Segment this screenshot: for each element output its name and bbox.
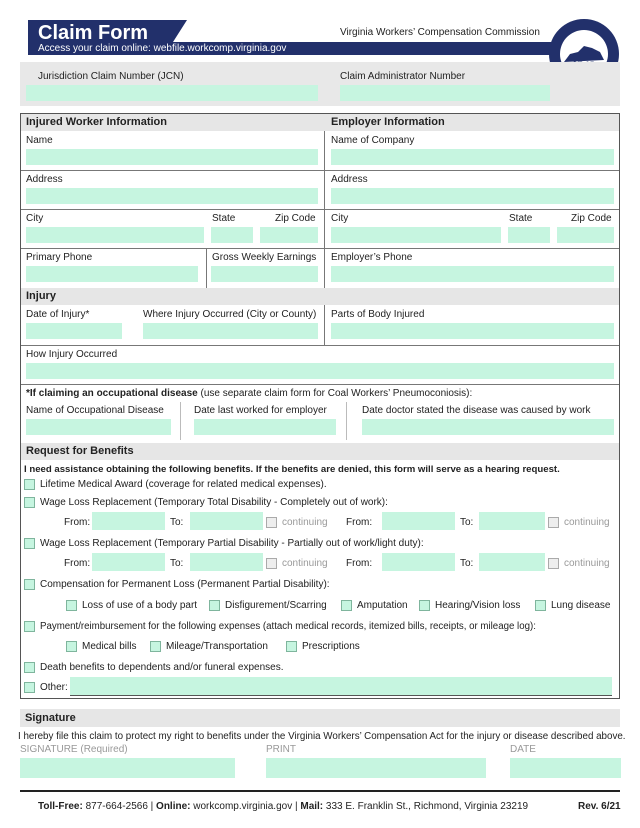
expense-option-checkbox-medical[interactable] bbox=[66, 641, 77, 652]
signature-label: SIGNATURE (Required) bbox=[20, 744, 128, 755]
worker-name-field[interactable] bbox=[26, 149, 318, 165]
worker-zip-label: Zip Code bbox=[275, 213, 316, 224]
other-checkbox[interactable] bbox=[24, 682, 35, 693]
cell-divider bbox=[180, 402, 181, 440]
expense-option-label: Prescriptions bbox=[302, 641, 360, 652]
row-divider bbox=[21, 345, 619, 346]
revision-label: Rev. 6/21 bbox=[578, 801, 621, 812]
doctor-date-label: Date doctor stated the disease was caused by work bbox=[362, 405, 591, 416]
body-parts-field[interactable] bbox=[331, 323, 614, 339]
tpd-label: Wage Loss Replacement (Temporary Partial Disability - Partially out of work/light duty): bbox=[40, 538, 424, 549]
ppd-option-label: Disfigurement/Scarring bbox=[225, 600, 327, 611]
tpd-continuing-checkbox-1[interactable] bbox=[266, 558, 277, 569]
footer-rule bbox=[20, 790, 620, 792]
ttd-label: Wage Loss Replacement (Temporary Total Disability - Completely out of work): bbox=[40, 497, 388, 508]
employer-address-label: Address bbox=[331, 174, 368, 185]
expense-option-label: Medical bills bbox=[82, 641, 137, 652]
employer-state-label: State bbox=[509, 213, 533, 224]
worker-phone-field[interactable] bbox=[26, 266, 198, 282]
injury-location-label: Where Injury Occurred (City or County) bbox=[143, 309, 317, 320]
doctor-date-field[interactable] bbox=[362, 419, 614, 435]
commission-name: Virginia Workers’ Compensation Commission bbox=[340, 27, 540, 38]
admin-number-label: Claim Administrator Number bbox=[340, 71, 466, 82]
employer-zip-field[interactable] bbox=[557, 227, 614, 243]
admin-number-field[interactable] bbox=[340, 85, 550, 101]
how-injury-field[interactable] bbox=[26, 363, 614, 379]
employer-city-label: City bbox=[331, 213, 349, 224]
worker-address-field[interactable] bbox=[26, 188, 318, 204]
ppd-option-label: Loss of use of a body part bbox=[82, 600, 198, 611]
ppd-option-checkbox-disfigurement[interactable] bbox=[209, 600, 220, 611]
print-label: PRINT bbox=[266, 744, 296, 755]
page-title: Claim Form bbox=[38, 22, 149, 44]
expense-option-checkbox-prescriptions[interactable] bbox=[286, 641, 297, 652]
disease-name-label: Name of Occupational Disease bbox=[26, 405, 164, 416]
ttd-continuing-label-2: continuing bbox=[564, 517, 610, 528]
ttd-from-label-1: From: bbox=[64, 517, 91, 528]
row-divider bbox=[21, 170, 619, 171]
worker-city-field[interactable] bbox=[26, 227, 204, 243]
employer-phone-field[interactable] bbox=[331, 266, 614, 282]
worker-zip-field[interactable] bbox=[260, 227, 318, 243]
expenses-label: Payment/reimbursement for the following expenses (attach medical records, itemized bills, receipts, or mileage log): bbox=[40, 621, 536, 632]
earnings-field[interactable] bbox=[211, 266, 318, 282]
signature-statement: I hereby file this claim to protect my right to benefits under the Virginia Workers’ Compensation Act for the injury or disease described above. bbox=[18, 731, 626, 742]
signature-heading: Signature bbox=[20, 709, 620, 727]
lifetime-medical-label: Lifetime Medical Award (coverage for related medical expenses). bbox=[40, 479, 327, 490]
worker-heading: Injured Worker Information bbox=[26, 116, 167, 128]
other-underline bbox=[70, 695, 612, 696]
ppd-option-label: Lung disease bbox=[551, 600, 611, 611]
body-parts-label: Parts of Body Injured bbox=[331, 309, 425, 320]
ppd-option-label: Hearing/Vision loss bbox=[435, 600, 521, 611]
ttd-to-field-2[interactable] bbox=[479, 512, 545, 530]
employer-city-field[interactable] bbox=[331, 227, 501, 243]
benefits-intro: I need assistance obtaining the following benefits. If the benefits are denied, this form will serve as a hearing request. bbox=[24, 464, 560, 475]
cell-divider bbox=[206, 249, 207, 288]
ppd-option-checkbox-hearing-vision[interactable] bbox=[419, 600, 430, 611]
ttd-from-field-2[interactable] bbox=[382, 512, 455, 530]
tpd-continuing-checkbox-2[interactable] bbox=[548, 558, 559, 569]
tpd-to-field-2[interactable] bbox=[479, 553, 545, 571]
employer-address-field[interactable] bbox=[331, 188, 614, 204]
ppd-label: Compensation for Permanent Loss (Permanent Partial Disability): bbox=[40, 579, 330, 590]
tpd-continuing-label-1: continuing bbox=[282, 558, 328, 569]
employer-zip-label: Zip Code bbox=[571, 213, 612, 224]
jcn-field[interactable] bbox=[26, 85, 318, 101]
employer-phone-label: Employer’s Phone bbox=[331, 252, 413, 263]
cell-divider bbox=[324, 305, 325, 345]
tpd-from-field-2[interactable] bbox=[382, 553, 455, 571]
ppd-checkbox[interactable] bbox=[24, 579, 35, 590]
date-label: DATE bbox=[510, 744, 536, 755]
other-label: Other: bbox=[40, 682, 68, 693]
how-injury-label: How Injury Occurred bbox=[26, 349, 118, 360]
row-divider bbox=[21, 209, 619, 210]
earnings-label: Gross Weekly Earnings bbox=[212, 252, 317, 263]
jcn-label: Jurisdiction Claim Number (JCN) bbox=[38, 71, 184, 82]
worker-city-label: City bbox=[26, 213, 44, 224]
tpd-to-field-1[interactable] bbox=[190, 553, 263, 571]
signature-date-field[interactable] bbox=[510, 758, 621, 778]
employer-heading: Employer Information bbox=[331, 116, 445, 128]
tpd-checkbox[interactable] bbox=[24, 538, 35, 549]
expenses-checkbox[interactable] bbox=[24, 621, 35, 632]
expense-option-label: Mileage/Transportation bbox=[166, 641, 268, 652]
ttd-from-field-1[interactable] bbox=[92, 512, 165, 530]
death-benefits-checkbox[interactable] bbox=[24, 662, 35, 673]
ttd-to-label-1: To: bbox=[170, 517, 184, 528]
ttd-to-field-1[interactable] bbox=[190, 512, 263, 530]
expense-option-checkbox-mileage[interactable] bbox=[150, 641, 161, 652]
occupational-intro: *If claiming an occupational disease (use separate claim form for Coal Workers’ Pneumoconiosis): bbox=[26, 388, 473, 399]
tpd-continuing-label-2: continuing bbox=[564, 558, 610, 569]
last-worked-label: Date last worked for employer bbox=[194, 405, 327, 416]
cell-divider bbox=[346, 402, 347, 440]
lifetime-medical-checkbox[interactable] bbox=[24, 479, 35, 490]
ttd-continuing-checkbox-1[interactable] bbox=[266, 517, 277, 528]
worker-state-label: State bbox=[212, 213, 236, 224]
death-benefits-label: Death benefits to dependents and/or funeral expenses. bbox=[40, 662, 284, 673]
company-name-label: Name of Company bbox=[331, 135, 415, 146]
disease-name-field[interactable] bbox=[26, 419, 171, 435]
tpd-from-label-2: From: bbox=[346, 558, 373, 569]
worker-address-label: Address bbox=[26, 174, 63, 185]
injury-date-field[interactable] bbox=[26, 323, 122, 339]
injury-heading: Injury bbox=[21, 288, 619, 305]
ttd-continuing-checkbox-2[interactable] bbox=[548, 517, 559, 528]
worker-state-field[interactable] bbox=[211, 227, 253, 243]
other-field[interactable] bbox=[70, 677, 612, 695]
last-worked-field[interactable] bbox=[194, 419, 336, 435]
tpd-from-label-1: From: bbox=[64, 558, 91, 569]
injury-date-label: Date of Injury* bbox=[26, 309, 90, 320]
row-divider bbox=[21, 384, 619, 385]
row-divider bbox=[21, 248, 619, 249]
ppd-option-checkbox-amputation[interactable] bbox=[341, 600, 352, 611]
benefits-heading: Request for Benefits bbox=[21, 443, 619, 460]
ppd-option-checkbox-body-part[interactable] bbox=[66, 600, 77, 611]
worker-name-label: Name bbox=[26, 135, 53, 146]
print-name-field[interactable] bbox=[266, 758, 486, 778]
ppd-option-label: Amputation bbox=[357, 600, 408, 611]
tpd-from-field-1[interactable] bbox=[92, 553, 165, 571]
tpd-to-label-1: To: bbox=[170, 558, 184, 569]
ttd-from-label-2: From: bbox=[346, 517, 373, 528]
ttd-checkbox[interactable] bbox=[24, 497, 35, 508]
ttd-continuing-label-1: continuing bbox=[282, 517, 328, 528]
ttd-to-label-2: To: bbox=[460, 517, 474, 528]
worker-phone-label: Primary Phone bbox=[26, 252, 93, 263]
footer-contact: Toll-Free: 877-664-2566 | Online: workcomp.virginia.gov | Mail: 333 E. Franklin St., Richmond, Virginia 23219 bbox=[38, 801, 529, 812]
header-subtitle: Access your claim online: webfile.workcomp.virginia.gov bbox=[38, 43, 287, 54]
signature-field[interactable] bbox=[20, 758, 235, 778]
ppd-option-checkbox-lung[interactable] bbox=[535, 600, 546, 611]
company-name-field[interactable] bbox=[331, 149, 614, 165]
tpd-to-label-2: To: bbox=[460, 558, 474, 569]
injury-location-field[interactable] bbox=[143, 323, 318, 339]
header-banner-tail bbox=[173, 20, 187, 42]
employer-state-field[interactable] bbox=[508, 227, 550, 243]
